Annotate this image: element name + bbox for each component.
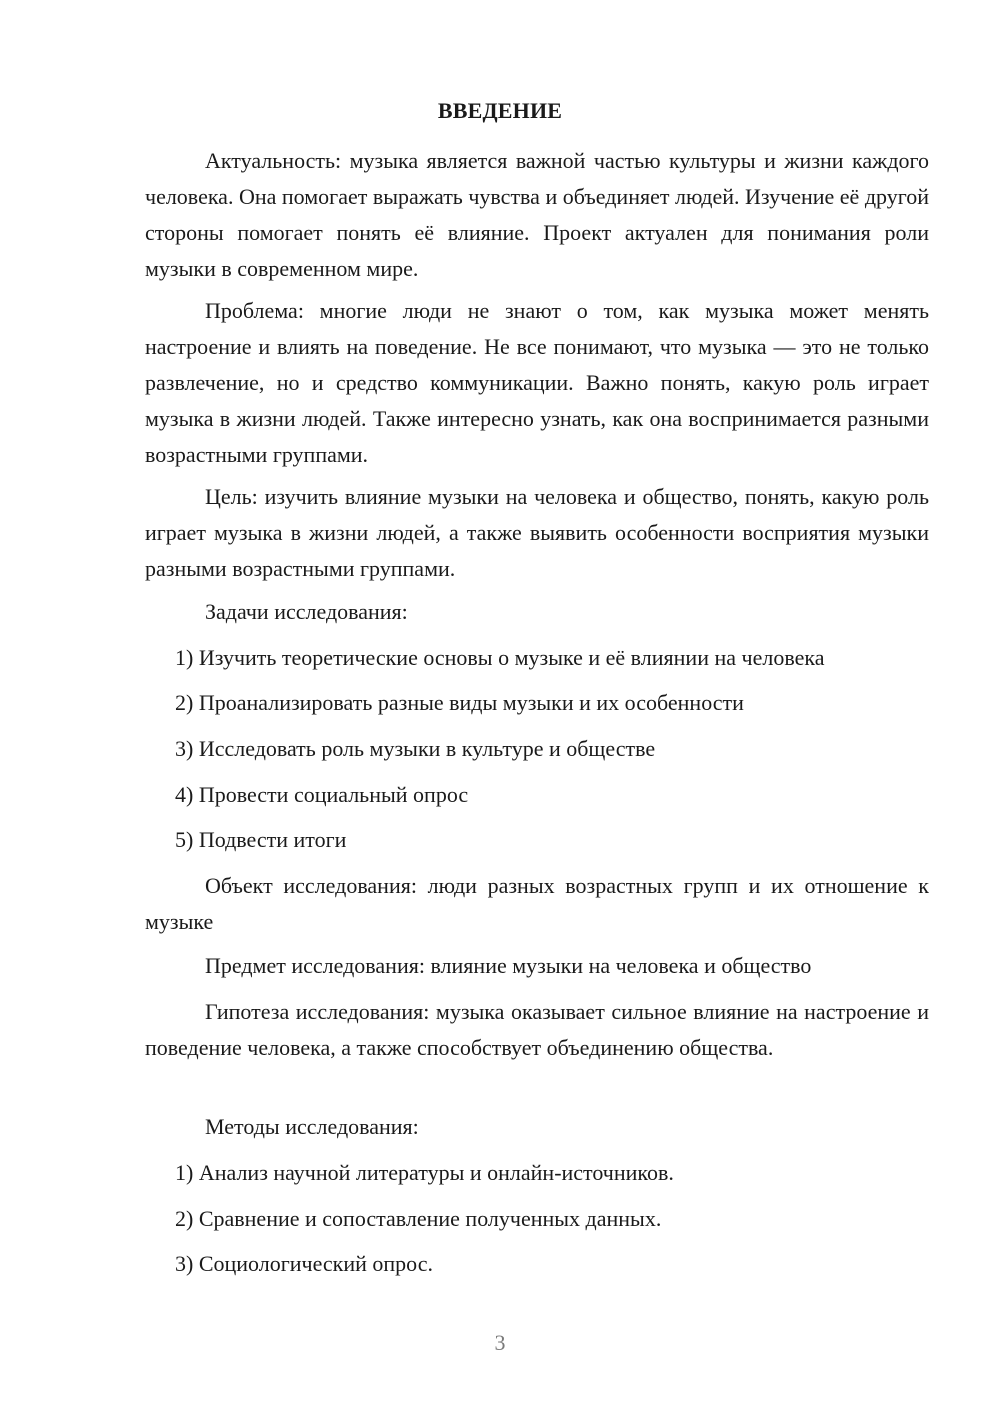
- task-item-5: 5) Подвести итоги: [175, 827, 347, 852]
- goal-paragraph: Цель: изучить влияние музыки на человека и общество, понять, какую роль играет музыка в жизни людей, а также выявить особенности восприятия музыки разными возрастными группами.: [145, 484, 929, 581]
- methods-heading: Методы исследования:: [205, 1114, 419, 1139]
- page-number: 3: [494, 1330, 506, 1355]
- tasks-heading: Задачи исследования:: [205, 599, 408, 624]
- problem-paragraph: Проблема: многие люди не знают о том, как музыка может менять настроение и влиять на поведение. Не все понимают, что музыка — это не только развлечение, но и средство коммуникации. Важно понять, какую роль играет музыка в жизни людей. Также интересно узнать, как она воспринимается разными возрастными группами.: [145, 298, 929, 467]
- method-item-1: 1) Анализ научной литературы и онлайн-источников.: [175, 1160, 674, 1185]
- method-item-3: 3) Социологический опрос.: [175, 1251, 433, 1276]
- object-paragraph: Объект исследования: люди разных возрастных групп и их отношение к музыке: [145, 873, 929, 934]
- section-title: ВВЕДЕНИЕ: [437, 98, 563, 123]
- task-item-2: 2) Проанализировать разные виды музыки и их особенности: [175, 690, 744, 715]
- task-item-4: 4) Провести социальный опрос: [175, 782, 469, 807]
- relevance-paragraph: Актуальность: музыка является важной частью культуры и жизни каждого человека. Она помогает выражать чувства и объединяет людей. Изучение её другой стороны помогает понять её влияние. Проект актуален для понимания роли музыки в современном мире.: [145, 148, 929, 281]
- method-item-2: 2) Сравнение и сопоставление полученных данных.: [175, 1206, 662, 1231]
- hypothesis-paragraph: Гипотеза исследования: музыка оказывает сильное влияние на настроение и поведение человека, а также способствует объединению общества.: [145, 999, 929, 1060]
- subject-paragraph: Предмет исследования: влияние музыки на человека и общество: [205, 953, 812, 978]
- task-item-3: 3) Исследовать роль музыки в культуре и обществе: [175, 736, 656, 761]
- task-item-1: 1) Изучить теоретические основы о музыке и её влиянии на человека: [175, 645, 825, 670]
